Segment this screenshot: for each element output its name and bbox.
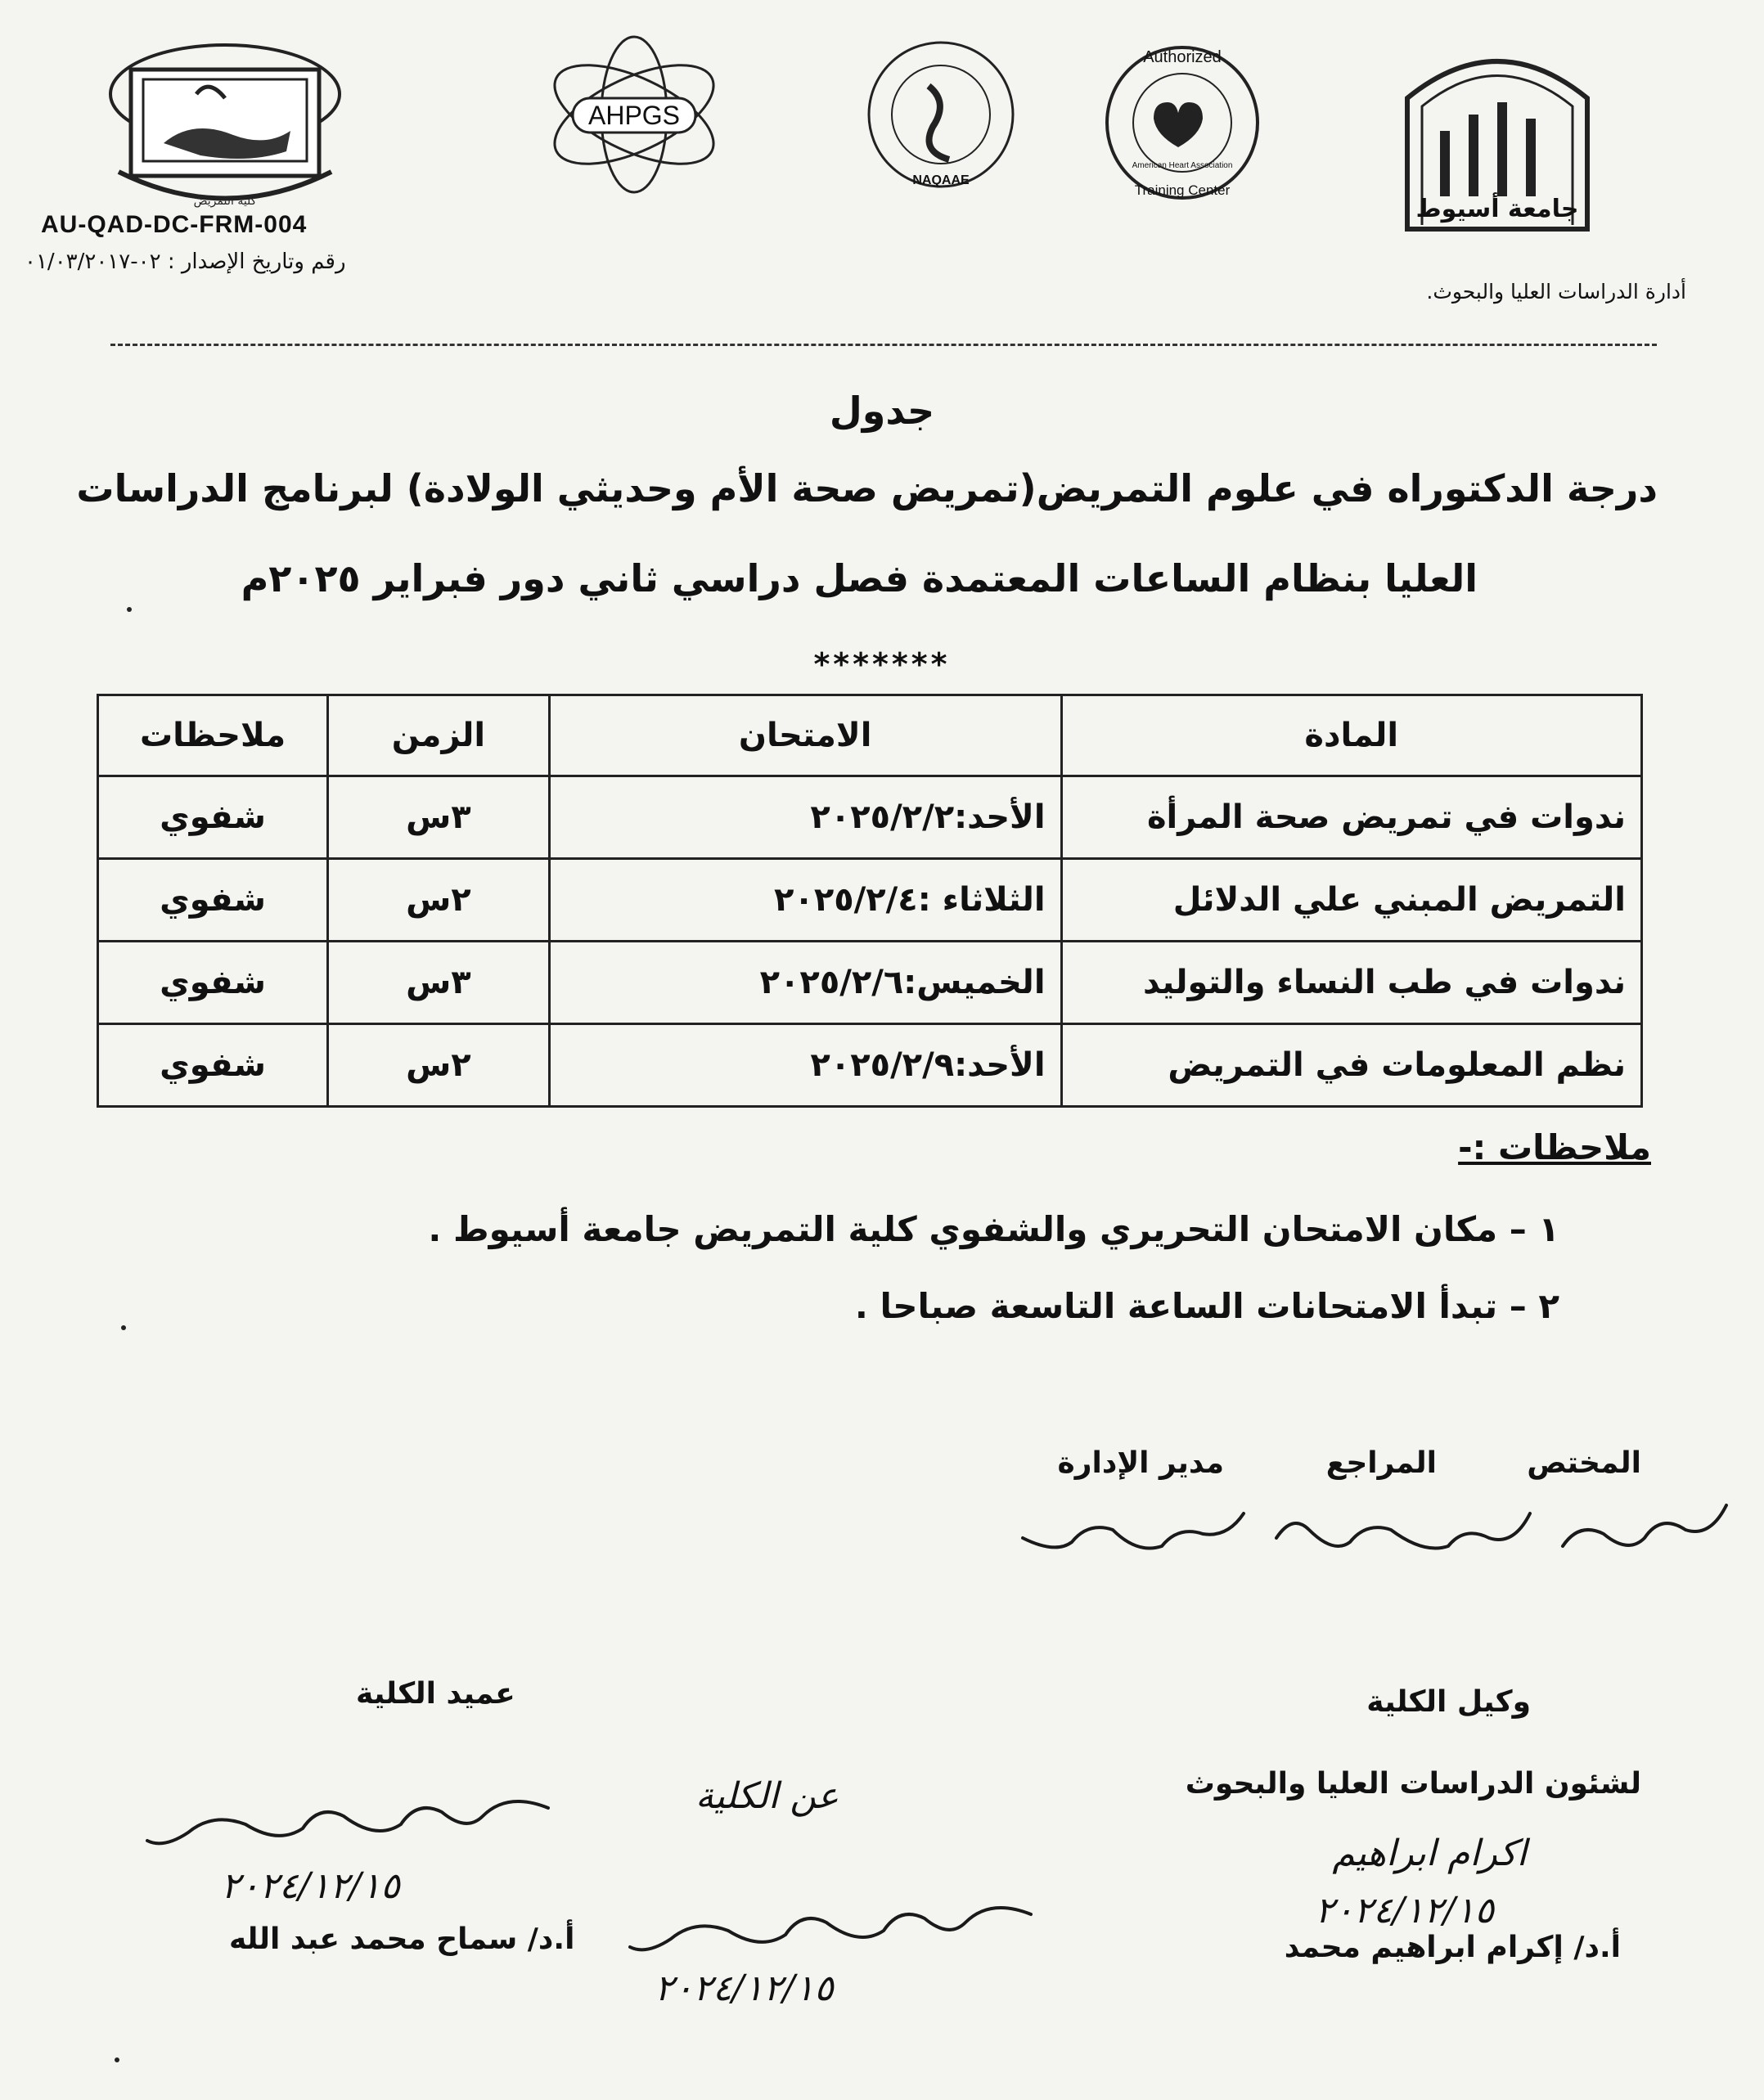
exam-schedule-table bbox=[97, 694, 1643, 1108]
dean-signature-top bbox=[139, 1783, 565, 1873]
ahpgs-logo bbox=[540, 33, 728, 196]
reviewer-label: المراجع bbox=[1325, 1446, 1437, 1480]
dean-title: عميد الكلية bbox=[356, 1677, 515, 1711]
cell-time: ٣س bbox=[328, 776, 550, 859]
cell-subject: نظم المعلومات في التمريض bbox=[1061, 1024, 1641, 1107]
aha-inner-text: American Heart Association bbox=[1132, 161, 1233, 170]
dean-handwritten-date-1: ٢٠٢٤/١٢/١٥ bbox=[221, 1865, 400, 1907]
dean-handwritten-note: عن الكلية bbox=[695, 1775, 839, 1817]
header-notes: ملاحظات bbox=[98, 695, 328, 776]
cell-time: ٣س bbox=[328, 942, 550, 1024]
table-header-row bbox=[98, 695, 1642, 776]
title-line-2: العليا بنظام الساعات المعتمدة فصل دراسي ثاني دور فبراير ٢٠٢٥م bbox=[241, 556, 1478, 600]
vice-dean-title: وكيل الكلية bbox=[1366, 1685, 1531, 1719]
naqaae-label: NAQAAE bbox=[912, 173, 970, 187]
notes-heading: ملاحظات :- bbox=[1458, 1127, 1651, 1167]
table-row bbox=[98, 859, 1642, 942]
scan-speck bbox=[115, 2057, 119, 2062]
aha-bottom-text: Training Center bbox=[1134, 182, 1231, 198]
specialist-label: المختص bbox=[1527, 1446, 1641, 1480]
cell-notes: شفوي bbox=[98, 776, 328, 859]
cell-notes: شفوي bbox=[98, 942, 328, 1024]
faculty-logo-text: كلية التمريض bbox=[193, 195, 257, 208]
cell-exam: الأحد:٢٠٢٥/٢/٩ bbox=[549, 1024, 1061, 1107]
dean-handwritten-date-2: ٢٠٢٤/١٢/١٥ bbox=[655, 1967, 834, 2009]
header-divider bbox=[110, 344, 1657, 346]
note-item-1: ١ – مكان الامتحان التحريري والشفوي كلية التمريض جامعة أسيوط . bbox=[428, 1209, 1559, 1249]
header-time: الزمن bbox=[328, 695, 550, 776]
header-subject: المادة bbox=[1061, 695, 1641, 776]
faculty-logo bbox=[102, 20, 348, 217]
scan-speck bbox=[121, 1325, 126, 1330]
vice-dean-subtitle: لشئون الدراسات العليا والبحوث bbox=[1185, 1767, 1641, 1801]
header-exam: الامتحان bbox=[549, 695, 1061, 776]
cell-subject: ندوات في طب النساء والتوليد bbox=[1061, 942, 1641, 1024]
table-row bbox=[98, 942, 1642, 1024]
cell-time: ٢س bbox=[328, 1024, 550, 1107]
dean-signature-bottom bbox=[622, 1882, 1047, 1972]
director-label: مدير الإدارة bbox=[1057, 1446, 1224, 1480]
aha-top-text: Authorized bbox=[1143, 48, 1222, 66]
vice-dean-handwritten-name: اكرام ابراهيم bbox=[1332, 1832, 1527, 1874]
cell-subject: ندوات في تمريض صحة المرأة bbox=[1061, 776, 1641, 859]
cell-exam: الأحد:٢٠٢٥/٢/٢ bbox=[549, 776, 1061, 859]
form-code: AU-QAD-DC-FRM-004 bbox=[41, 211, 308, 238]
title-stars: ******* bbox=[813, 646, 951, 682]
staff-signatures bbox=[1006, 1489, 1743, 1571]
cell-notes: شفوي bbox=[98, 1024, 328, 1107]
title-line-1: درجة الدكتوراه في علوم التمريض(تمريض صحة الأم وحديثي الولادة) لبرنامج الدراسات bbox=[76, 466, 1658, 510]
university-logo-text: جامعة أسيوط bbox=[1415, 195, 1579, 223]
cell-notes: شفوي bbox=[98, 859, 328, 942]
table-row bbox=[98, 776, 1642, 859]
document-heading: جدول bbox=[829, 389, 935, 433]
admin-department: أدارة الدراسات العليا والبحوث. bbox=[1426, 280, 1686, 304]
university-logo bbox=[1375, 41, 1620, 237]
aha-logo bbox=[1100, 41, 1264, 205]
cell-exam: الخميس:٢٠٢٥/٢/٦ bbox=[549, 942, 1061, 1024]
cell-exam: الثلاثاء :٢٠٢٥/٢/٤ bbox=[549, 859, 1061, 942]
cell-time: ٢س bbox=[328, 859, 550, 942]
ahpgs-label: AHPGS bbox=[587, 101, 681, 130]
scan-speck bbox=[127, 607, 132, 612]
table-row bbox=[98, 1024, 1642, 1107]
note-item-2: ٢ – تبدأ الامتحانات الساعة التاسعة صباحا . bbox=[854, 1286, 1559, 1326]
naqaae-logo bbox=[851, 37, 1031, 192]
cell-subject: التمريض المبني علي الدلائل bbox=[1061, 859, 1641, 942]
vice-dean-handwritten-date: ٢٠٢٤/١٢/١٥ bbox=[1315, 1890, 1494, 1931]
dean-name: أ.د/ سماح محمد عبد الله bbox=[229, 1922, 575, 1956]
issue-date: رقم وتاريخ الإصدار : ٠٢-٠١/٠٣/٢٠١٧ bbox=[25, 250, 346, 274]
vice-dean-name: أ.د/ إكرام ابراهيم محمد bbox=[1284, 1931, 1621, 1964]
